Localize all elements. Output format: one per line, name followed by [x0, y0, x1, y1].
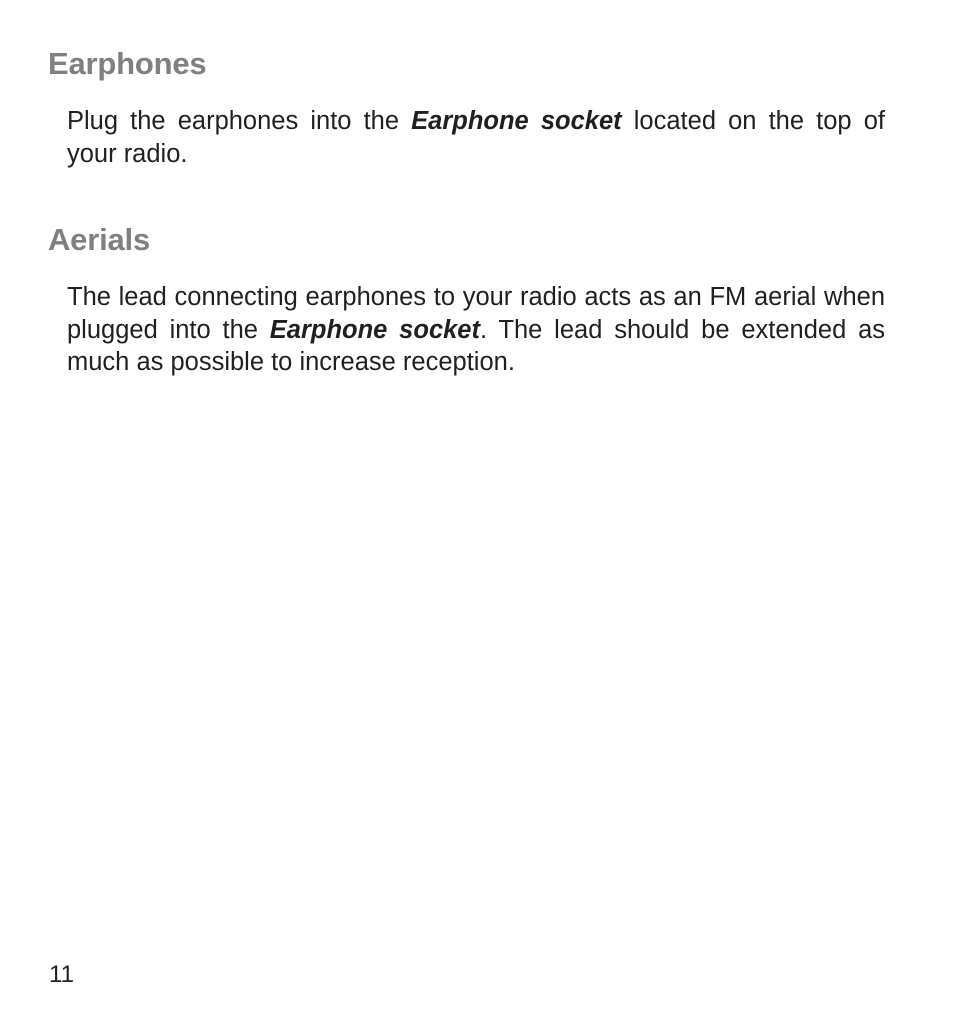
section-paragraph-earphones [67, 105, 885, 170]
emphasis-term: Earphone socket [411, 107, 622, 135]
section-paragraph-aerials [67, 281, 885, 379]
paragraph-text: . The lead should be extended as much as possible to increase reception. [67, 315, 886, 376]
paragraph-text: Plug the earphones into the [67, 107, 412, 135]
section-heading-earphones: Earphones [48, 46, 207, 81]
section-heading-aerials: Aerials [48, 222, 150, 257]
emphasis-term: Earphone socket [269, 315, 480, 344]
page-number: 11 [49, 961, 74, 988]
paragraph-text: The lead connecting earphones to your radio acts as an FM aerial when plugged into the [67, 283, 885, 344]
paragraph-text: located on the top of your radio. [67, 107, 885, 168]
